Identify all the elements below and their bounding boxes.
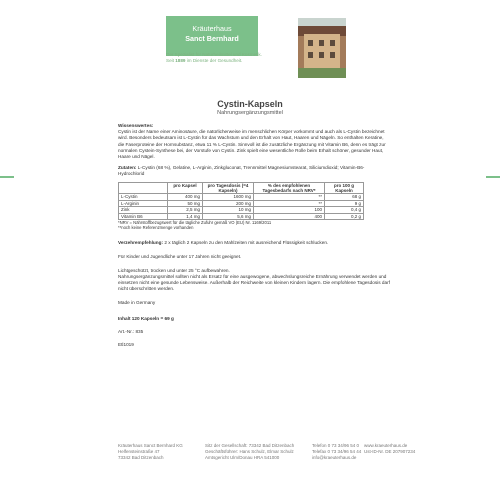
main-content: [118, 123, 390, 349]
tagline-line-1: Der Spezialist für Naturheilmittel und Kosmetik.: [166, 52, 262, 57]
footer-email[interactable]: info@kraeuterhaus.de: [312, 454, 357, 460]
lagerung-note: Lichtgeschützt, trocken und unter 25 °C aufbewahren.: [118, 267, 230, 273]
footer-line: Sitz der Gesellschaft: 73342 Bad Ditzenbach: [205, 443, 295, 448]
table-footnote-2: **noch keine Referenzmenge vorhanden: [118, 225, 194, 231]
table-cell: **: [254, 200, 325, 206]
table-cell: **: [254, 194, 325, 200]
zutaten-heading: Zutaten:: [118, 165, 137, 171]
table-cell: 50 mg: [168, 200, 203, 206]
footer-company: [118, 443, 183, 460]
warnung-note: Nahrungsergänzungsmittel sollten nicht als Ersatz für eine ausgewogene, abwechslungsreiche Ernährung verwendet werden und einsetzen nicht eine gesunde Lebensweise. Außerhalb der Reichweite von kleinen Kindern lagern. Die empfohlene Tagesdosis darf nicht überschritten werden.: [118, 274, 390, 292]
footer-line: Ust-ID-Nr. DE 207907234: [364, 448, 416, 454]
table-header-cell: % des empfohlenen Tagesbedarfs nach NRV*: [254, 182, 325, 194]
verzehr-text: 2 x täglich 2 Kapseln zu den Mahlzeiten mit ausreichend Flüssigkeit schlucken.: [163, 240, 329, 246]
table-cell: 400 mg: [168, 194, 203, 200]
tagline-year: 1889: [175, 58, 186, 63]
footer-line: Amtsgericht Ulm/Donau HRA 541000: [205, 454, 280, 460]
wissenswertes-text: Cystin ist der Name einer Aminosäure, die natürlicherweise im menschlichen Körper vorkommt und auch als L-Cystin bezeichnet wird. Besonders bedeutsam ist L-Cystin für das Wachstum und den Erhalt von Haut, Haaren und Nägeln. So enthalten Keratine, die Faserproteine der Hornsubstanz, etwa 11 % L-Cystin. Sinnvoll ist die zusätzliche Ergänzung mit Vitamin B6, denn es trägt zur normalen Cystein-Synthese bei, der Vorstufe von Cystin. Zink spielt eine wesentliche Rolle beim Erhalt schöner, gesunder Haut, Haare und Nägel.: [118, 129, 386, 160]
building-photo: [298, 18, 346, 78]
table-header-cell: pro 100 g Kapseln: [325, 182, 364, 194]
table-cell: 1,4 mg: [168, 213, 203, 219]
brand-tagline: [166, 52, 316, 64]
table-header-cell: [119, 182, 168, 194]
footer-website-link[interactable]: www.kraeuterhaus.de: [364, 443, 408, 448]
table-header-cell: pro Kapsel: [168, 182, 203, 194]
left-margin-mark: [0, 176, 14, 178]
table-cell: 68 g: [325, 194, 364, 200]
footer-line: Telefon 0 73 34/96 54 0: [312, 443, 360, 448]
wissenswertes-heading: Wissenswertes:: [118, 123, 154, 128]
table-cell: L-Cystin: [119, 194, 168, 200]
table-cell: 0,4 g: [325, 207, 364, 213]
verzehr-heading: Verzehrempfehlung:: [118, 240, 164, 246]
made-in: Made in Germany: [118, 299, 156, 305]
table-cell: 100: [254, 207, 325, 213]
tagline-line-2: [166, 58, 316, 64]
art-nr: Art.-Nr.: 835: [118, 329, 144, 335]
table-cell: 10 mg: [203, 207, 254, 213]
table-header-row: [119, 182, 364, 194]
footer-line: Geschäftsführer: Hans Schulz, Elmar Schulz: [205, 448, 294, 454]
table-footnote-1: *NRV = Nährstoffbezugswert für die tägliche Zufuhr gemäß VO (EU) Nr. 1169/2011: [118, 220, 272, 226]
brand-logo: [166, 16, 258, 56]
footer-contact: [312, 443, 361, 460]
table-cell: 5,6 mg: [203, 213, 254, 219]
inhalt: Inhalt 120 Kapseln = 69 g: [118, 315, 174, 321]
table-cell: Vitamin B6: [119, 213, 168, 219]
zutaten-text: L-Cystin (68 %), Gelatine, L-Arginin, Zinkgluconat, Trennmittel Magnesiumstearat, Siliciumdioxid; Vitamin-B6-Hydrochlorid: [118, 165, 365, 177]
footer-line: Telefax 0 73 34/96 54 44: [312, 448, 362, 454]
footer-line: 73342 Bad Ditzenbach: [118, 454, 164, 460]
footer-web: [364, 443, 415, 455]
table-cell: 200 mg: [203, 200, 254, 206]
table-cell: 400: [254, 213, 325, 219]
product-subtitle: Nahrungsergänzungsmittel: [217, 110, 283, 116]
product-title: Cystin-Kapseln: [217, 99, 283, 109]
logo-line-1: Kräuterhaus: [192, 24, 232, 33]
right-margin-mark: [486, 176, 500, 178]
table-cell: 2,5 mg: [168, 207, 203, 213]
footer-legal: [205, 443, 294, 460]
verzehr-paragraph: [118, 240, 390, 246]
zutaten-paragraph: [118, 165, 390, 177]
kinder-note: Für Kinder und Jugendliche unter 17 Jahren nicht geeignet.: [118, 253, 242, 259]
etl-code: Etl1019: [118, 342, 134, 348]
table-cell: L-Arginin: [119, 200, 168, 206]
footer-line: Helfensteinstraße 47: [118, 448, 160, 454]
nutrition-table: [118, 182, 364, 220]
table-cell: 0,2 g: [325, 213, 364, 219]
tagline-post: im Dienste der Gesundheit.: [185, 58, 243, 63]
table-row: [119, 213, 364, 219]
logo-line-2: Sanct Bernhard: [185, 34, 239, 43]
table-header-cell: pro Tagesdosis (=4 Kapseln): [203, 182, 254, 194]
table-cell: Zink: [119, 207, 168, 213]
footer-line: Kräuterhaus Sanct Bernhard KG: [118, 443, 183, 448]
table-cell: 1600 mg: [203, 194, 254, 200]
table-cell: 9 g: [325, 200, 364, 206]
tagline-pre: Seit: [166, 58, 176, 63]
